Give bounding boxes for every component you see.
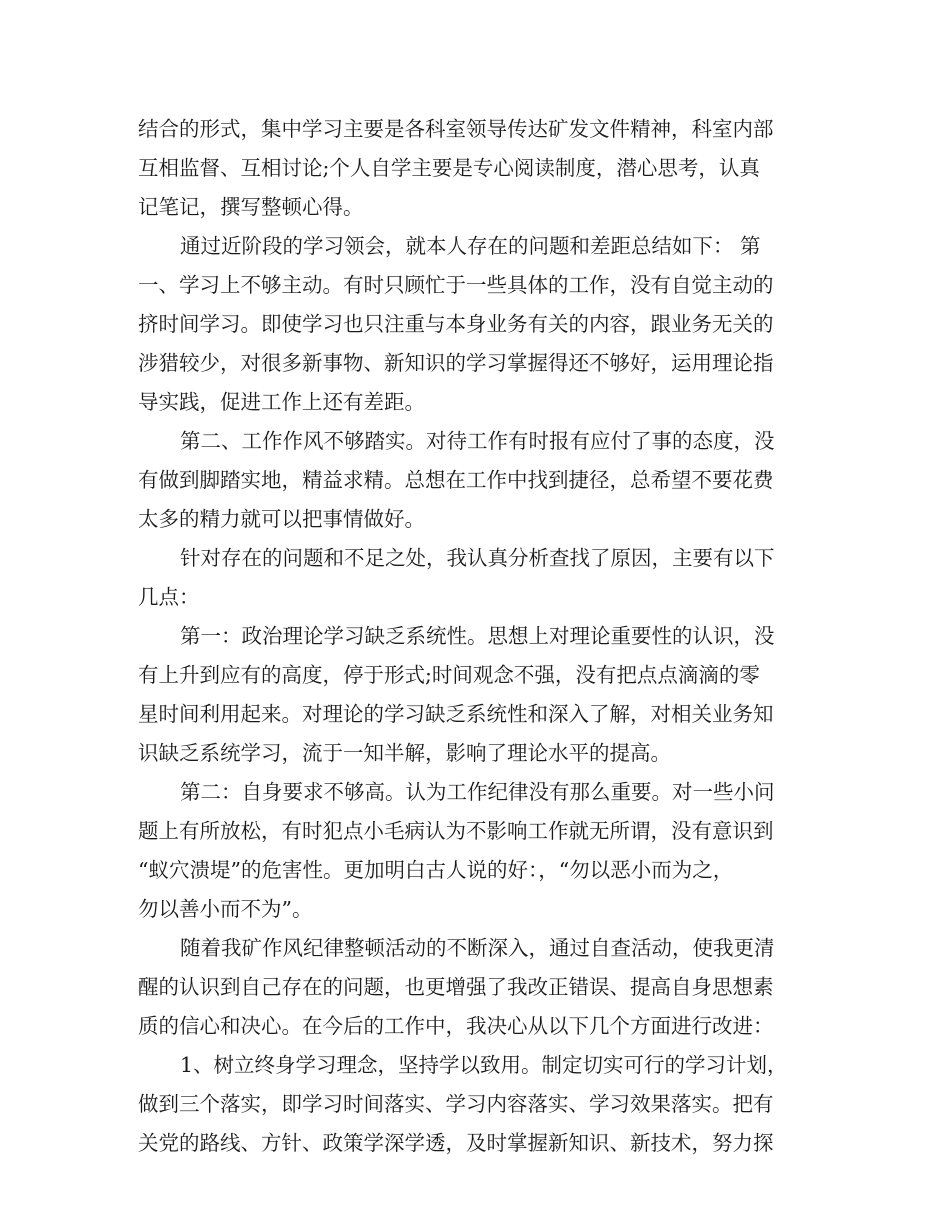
text-line: 识缺乏系统学习，流于一知半解，影响了理论水平的提高。	[138, 741, 671, 765]
text-line: 勿以善小而不为”。	[138, 897, 313, 921]
text-line: 质的信心和决心。在今后的工作中，我决心从以下几个方面进行改进：	[138, 1014, 774, 1038]
text-line: 互相监督、互相讨论;个人自学主要是专心阅读制度，潜心思考，认真	[138, 156, 760, 180]
text-line: 挤时间学习。即使学习也只注重与本身业务有关的内容，跟业务无关的	[138, 312, 774, 336]
text-line: 几点：	[138, 585, 200, 609]
text-line: 醒的认识到自己存在的问题，也更增强了我改正错误、提高自身思想素	[138, 975, 774, 999]
text-line: “蚁穴溃堤”的危害性。更加明白古人说的好：，“勿以恶小而为之，	[138, 858, 734, 882]
text-line: 一、学习上不够主动。有时只顾忙于一些具体的工作，没有自觉主动的	[138, 273, 774, 297]
paragraph-start-line: 通过近阶段的学习领会，就本人存在的问题和差距总结如下： 第	[180, 234, 761, 258]
paragraph-start-line: 随着我矿作风纪律整顿活动的不断深入，通过自查活动，使我更清	[180, 936, 775, 960]
text-line: 题上有所放松，有时犯点小毛病认为不影响工作就无所谓，没有意识到	[138, 819, 774, 843]
paragraph-start-line: 第二、工作作风不够踏实。对待工作有时报有应付了事的态度，没	[180, 429, 775, 453]
text-line: 星时间利用起来。对理论的学习缺乏系统性和深入了解，对相关业务知	[138, 702, 774, 726]
paragraph-start-line: 第二：自身要求不够高。认为工作纪律没有那么重要。对一些小问	[180, 780, 775, 804]
text-line: 关党的路线、方针、政策学深学透，及时掌握新知识、新技术，努力探	[138, 1131, 774, 1155]
text-line: 记笔记，撰写整顿心得。	[138, 195, 364, 219]
text-line: 有做到脚踏实地，精益求精。总想在工作中找到捷径，总希望不要花费	[138, 468, 774, 492]
document-body	[138, 110, 814, 1163]
text-line: 太多的精力就可以把事情做好。	[138, 507, 425, 531]
paragraph-start-line: 第一：政治理论学习缺乏系统性。思想上对理论重要性的认识，没	[180, 624, 775, 648]
text-line: 结合的形式，集中学习主要是各科室领导传达矿发文件精神，科室内部	[138, 117, 774, 141]
text-line: 涉猎较少，对很多新事物、新知识的学习掌握得还不够好，运用理论指	[138, 351, 774, 375]
paragraph-start-line: 1、树立终身学习理念，坚持学以致用。制定切实可行的学习计划，	[180, 1053, 788, 1077]
text-line: 导实践，促进工作上还有差距。	[138, 390, 425, 414]
text-line: 有上升到应有的高度，停于形式;时间观念不强，没有把点点滴滴的零	[138, 663, 760, 687]
paragraph-start-line: 针对存在的问题和不足之处，我认真分析查找了原因，主要有以下	[180, 546, 775, 570]
text-line: 做到三个落实，即学习时间落实、学习内容落实、学习效果落实。把有	[138, 1092, 774, 1116]
